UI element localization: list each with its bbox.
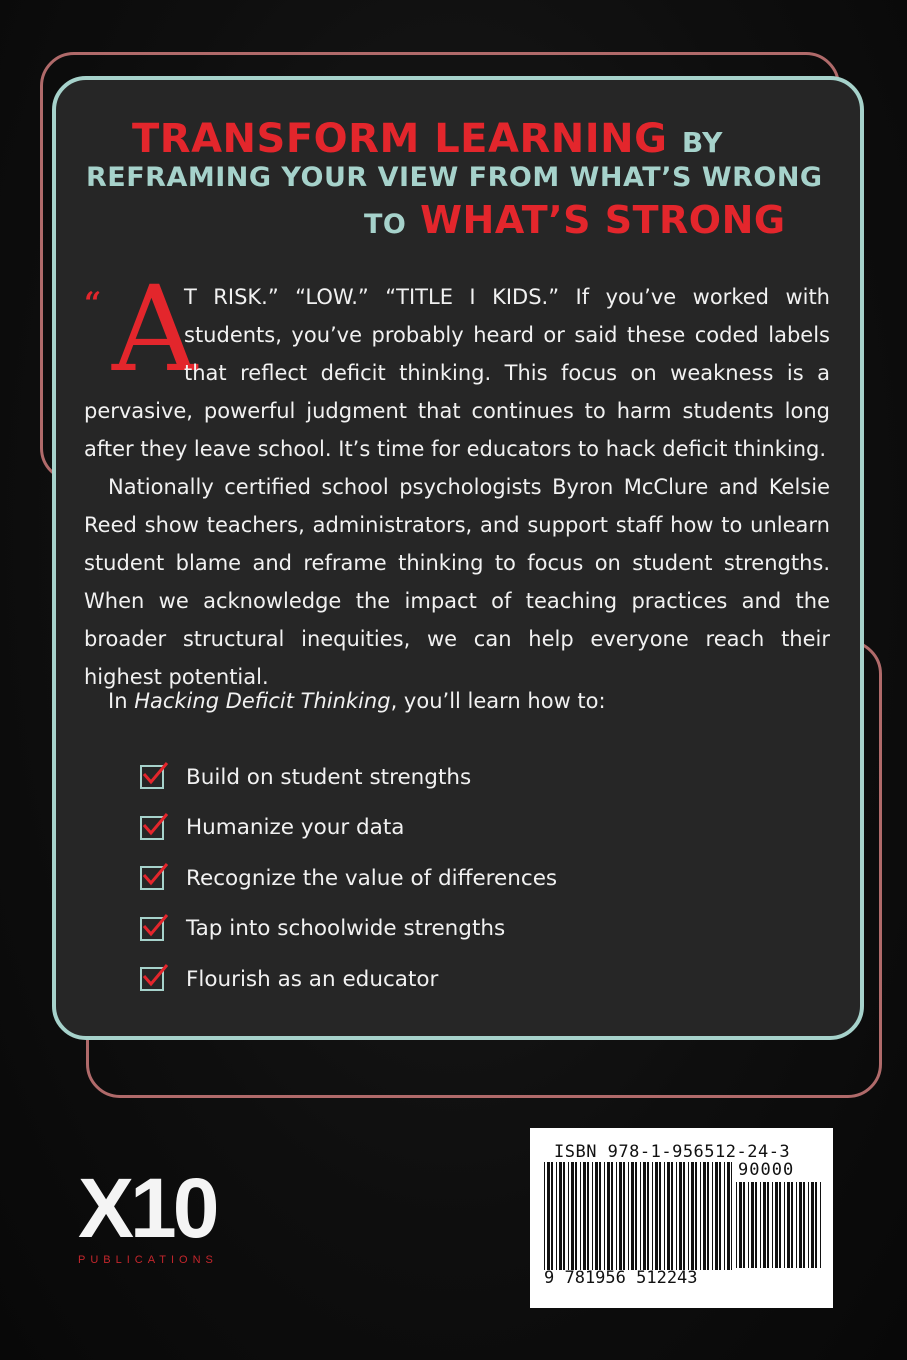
barcode-bar — [640, 1162, 641, 1270]
barcode-bar — [772, 1182, 773, 1268]
barcode-bar — [607, 1162, 610, 1270]
barcode-bar — [679, 1162, 682, 1270]
barcode-bar — [700, 1162, 701, 1270]
description — [84, 278, 830, 696]
barcode-bar — [712, 1162, 713, 1270]
isbn-barcode — [530, 1128, 833, 1308]
barcode-bar — [731, 1162, 732, 1270]
barcode-bar — [559, 1162, 562, 1270]
barcode-bar — [760, 1182, 761, 1268]
logo-subtitle: PUBLICATIONS — [78, 1254, 218, 1266]
checkmark-icon — [140, 765, 164, 789]
isbn-text: ISBN 978-1-956512-24-3 — [554, 1142, 791, 1162]
publisher-logo — [78, 1161, 218, 1266]
barcode-bar — [808, 1182, 809, 1268]
barcode-bar — [724, 1162, 725, 1270]
barcode-bar — [652, 1162, 653, 1270]
barcode-bar — [587, 1162, 589, 1270]
barcode-bar — [799, 1182, 802, 1268]
barcode-bar — [739, 1182, 742, 1268]
barcode-bar — [667, 1162, 670, 1270]
barcode-bar — [563, 1162, 565, 1270]
list-item: Recognize the value of differences — [140, 853, 557, 904]
paragraph-1-line-5: after they leave school. It’s time for educators to hack deficit thinking. — [84, 437, 827, 461]
drop-cap: A — [112, 260, 198, 398]
barcode-bar — [803, 1182, 805, 1268]
barcode-bar — [671, 1162, 673, 1270]
barcode-bar — [611, 1162, 613, 1270]
barcode-bar — [643, 1162, 646, 1270]
barcode-bar — [568, 1162, 569, 1270]
barcode-bar — [604, 1162, 605, 1270]
list-item: Flourish as an educator — [140, 954, 557, 1005]
barcode-bar — [583, 1162, 586, 1270]
learning-checklist — [140, 752, 557, 1005]
barcode-bar — [695, 1162, 697, 1270]
ean-digits: 9 781956 512243 — [544, 1268, 698, 1288]
checkmark-icon — [140, 816, 164, 840]
list-item: Build on student strengths — [140, 752, 557, 803]
barcode-bar — [715, 1162, 718, 1270]
price-code: 90000 — [738, 1160, 795, 1180]
barcode-bar — [707, 1162, 709, 1270]
barcode-bar — [688, 1162, 689, 1270]
barcode-bar — [623, 1162, 625, 1270]
addon-barcode-bars — [736, 1182, 822, 1268]
barcode-bar — [779, 1182, 781, 1268]
learn-intro: In Hacking Deficit Thinking, you’ll learn how to: — [108, 689, 606, 713]
barcode-bar — [547, 1162, 550, 1270]
barcode-bar — [659, 1162, 661, 1270]
barcode-bar — [811, 1182, 814, 1268]
headline-line-3: TO WHAT’S STRONG — [364, 198, 786, 242]
list-item: Humanize your data — [140, 803, 557, 854]
barcode-bar — [580, 1162, 581, 1270]
barcode-bar — [628, 1162, 629, 1270]
barcode-bar — [544, 1162, 545, 1270]
barcode-bar — [655, 1162, 658, 1270]
barcode-bar — [691, 1162, 694, 1270]
barcode-bar — [755, 1182, 757, 1268]
barcode-bar — [619, 1162, 622, 1270]
checkmark-icon — [140, 967, 164, 991]
barcode-bar — [751, 1182, 754, 1268]
paragraph-1-line-4: pervasive, powerful judgment that continues to harm students long — [84, 399, 830, 423]
barcode-bar — [787, 1182, 790, 1268]
headline-line-1: TRANSFORM LEARNING BY — [132, 116, 723, 162]
barcode-bar — [676, 1162, 677, 1270]
paragraph-1-line-1: T RISK.” “LOW.” “TITLE I KIDS.” If you’ve worked with — [184, 285, 830, 309]
list-item: Tap into schoolwide strengths — [140, 904, 557, 955]
barcode-bar — [683, 1162, 685, 1270]
headline-line-2: REFRAMING YOUR VIEW FROM WHAT’S WRONG — [86, 162, 823, 193]
barcode-bar — [719, 1162, 721, 1270]
barcode-bar — [743, 1182, 745, 1268]
barcode-bar — [631, 1162, 634, 1270]
barcode-bar — [820, 1182, 821, 1268]
barcode-bar — [767, 1182, 769, 1268]
barcode-bar — [599, 1162, 601, 1270]
barcode-bar — [635, 1162, 637, 1270]
paragraph-1-line-2: students, you’ve probably heard or said these coded labels — [184, 323, 830, 347]
barcode-bar — [815, 1182, 817, 1268]
barcode-bar — [748, 1182, 749, 1268]
barcode-bar — [775, 1182, 778, 1268]
checkmark-icon — [140, 917, 164, 941]
barcode-bar — [616, 1162, 617, 1270]
barcode-bar — [592, 1162, 593, 1270]
barcode-bar — [784, 1182, 785, 1268]
barcode-bar — [575, 1162, 577, 1270]
open-quote: “ — [84, 286, 102, 321]
logo-mark: X10 — [78, 1161, 216, 1255]
paragraph-1-line-3: that reflect deficit thinking. This focus on weakness is a — [184, 361, 830, 385]
ean-barcode-bars — [544, 1162, 732, 1270]
book-title: Hacking Deficit Thinking — [134, 689, 391, 713]
barcode-bar — [727, 1162, 730, 1270]
barcode-bar — [703, 1162, 706, 1270]
barcode-bar — [791, 1182, 793, 1268]
checkmark-icon — [140, 866, 164, 890]
barcode-bar — [736, 1182, 737, 1268]
barcode-bar — [796, 1182, 797, 1268]
barcode-bar — [664, 1162, 665, 1270]
paragraph-2: Nationally certified school psychologists Byron McClure and Kelsie Reed show teachers, administrators, and support staff how to unlearn student blame and reframe thinking to focus on student strengths. When we acknowledge the impact of teaching practices and the broader structural inequities, we can help everyone reach their highest potential. — [84, 475, 830, 689]
barcode-bar — [763, 1182, 766, 1268]
barcode-bar — [571, 1162, 574, 1270]
barcode-bar — [551, 1162, 553, 1270]
barcode-bar — [647, 1162, 649, 1270]
barcode-bar — [556, 1162, 557, 1270]
barcode-bar — [595, 1162, 598, 1270]
